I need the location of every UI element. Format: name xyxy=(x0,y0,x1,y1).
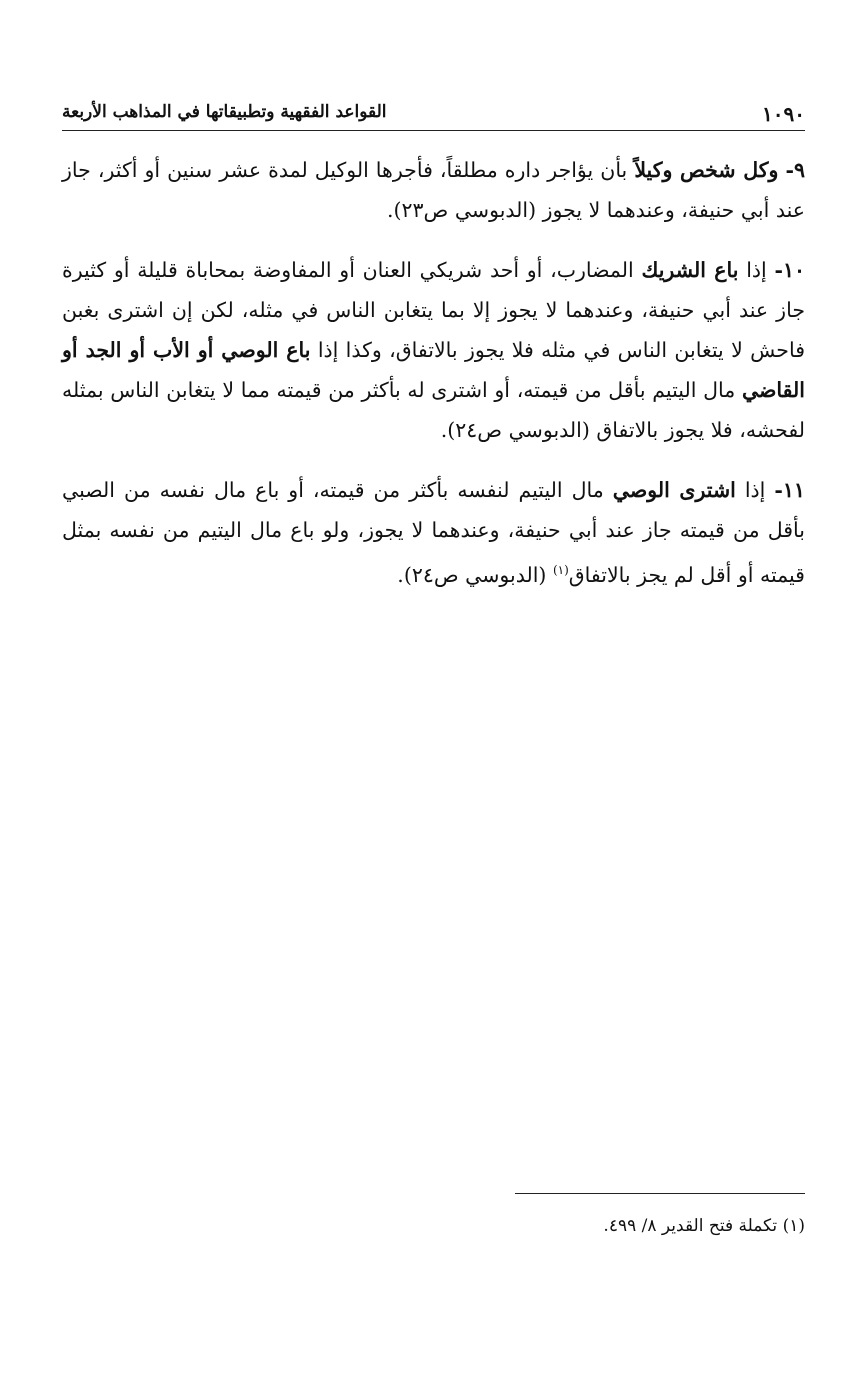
bold-phrase: اشترى الوصي xyxy=(612,478,736,502)
page-header xyxy=(62,98,805,131)
paragraph-text: إذا xyxy=(746,258,767,282)
paragraph-text: (الدبوسي ص٢٤). xyxy=(397,562,547,587)
bold-phrase: باع الشريك xyxy=(641,258,739,282)
paragraph-10 xyxy=(62,250,805,450)
footnote-reference: (١) xyxy=(552,563,569,577)
paragraph-text: المضارب، أو أحد شريكي العنان أو المفاوضة بمحاباة قليلة أو كثيرة جاز عند أبي حنيفة، وعندهما لا يجوز إلا بما يتغابن الناس في مثله، لكن إن اشترى بغبن فاحش لا يتغابن الناس في مثله فلا يجوز بالاتفاق، وكذا إذا xyxy=(62,258,806,362)
footnote: (١) تكملة فتح القدير ٨/ ٤٩٩. xyxy=(603,1216,805,1236)
paragraph-text: بأن يؤاجر داره مطلقاً، فأجرها الوكيل لمدة عشر سنين أو أكثر، جاز عند أبي حنيفة، وعندهما لا يجوز (الدبوسي ص٢٣). xyxy=(62,158,805,222)
paragraph-number: ٩- xyxy=(785,158,805,182)
body-text xyxy=(62,150,805,615)
bold-phrase: باع الوصي أو الأب أو الجد أو القاضي xyxy=(62,338,805,402)
paragraph-11 xyxy=(62,470,805,595)
paragraph-number: ١٠- xyxy=(774,258,805,282)
running-title: القواعد الفقهية وتطبيقاتها في المذاهب الأربعة xyxy=(62,102,387,122)
bold-phrase: وكل شخص وكيلاً xyxy=(634,158,779,182)
page-number: ١٠٩٠ xyxy=(762,102,805,126)
paragraph-number: ١١- xyxy=(774,478,805,502)
paragraph-text: إذا xyxy=(744,478,766,502)
footnote-divider xyxy=(515,1193,805,1194)
paragraph-text: مال اليتيم بأقل من قيمته، أو اشترى له بأكثر من قيمته مما لا يتغابن الناس بمثله لفحشه، فلا يجوز بالاتفاق (الدبوسي ص٢٤). xyxy=(62,378,805,442)
paragraph-9 xyxy=(62,150,805,230)
paragraph-text: مال اليتيم لنفسه بأكثر من قيمته، أو باع مال نفسه من الصبي بأقل من قيمته جاز عند أبي حنيفة، وعندهما لا يجوز، ولو باع مال اليتيم من نفسه بمثل قيمته أو أقل لم يجز بالاتفاق xyxy=(62,478,805,587)
